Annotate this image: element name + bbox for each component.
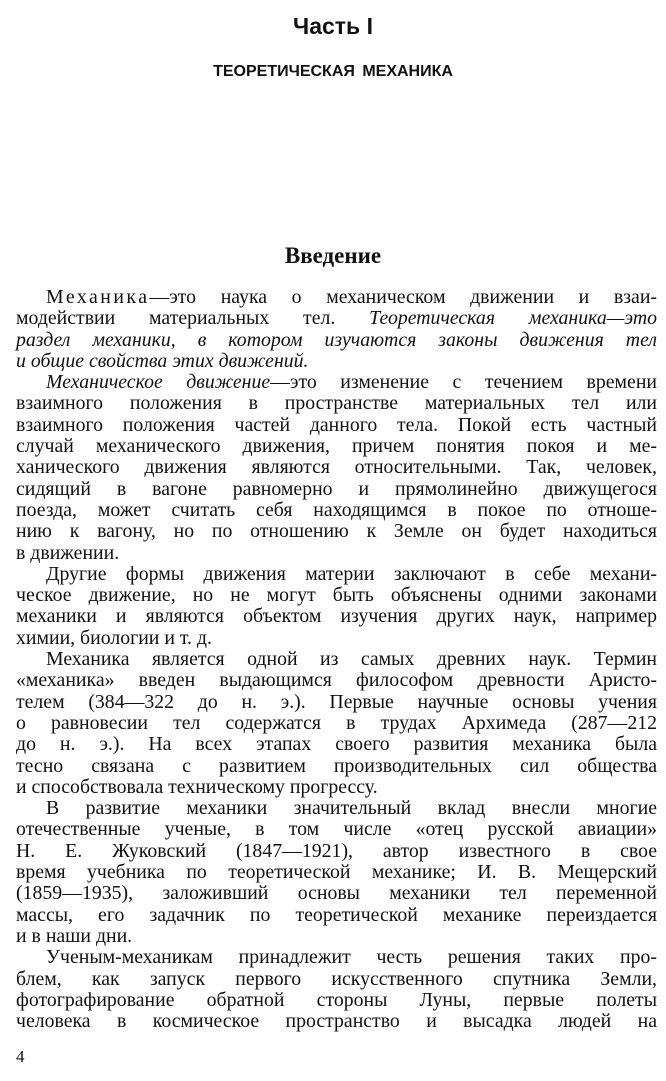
text-line: поезда, может считать себя находящимся в покое по отноше- [16,498,657,521]
body-text [16,287,657,1032]
text-line: механики и являются объектом изучения других наук, например [16,605,657,628]
text-line: взаимного положения в пространстве материальных тел или [16,392,657,415]
text-line: Другие формы движения материи заключают в себе механи- [46,562,657,585]
text-line: о равновесии тел содержатся в трудах Архимеда (287—212 [16,711,657,734]
term-emphasis: Механика [46,286,150,308]
text-line: химии, биологии и т. д. [16,626,212,649]
text-line: отечественные ученые, в том числе «отец русской авиации» [16,818,657,841]
text-line: взаимного положения частей данного тела. Покой есть частный [16,413,657,436]
text-line: (1859—1935), заложивший основы механики тел переменной [16,882,657,905]
text-line: фотографирование обратной стороны Луны, первые полеты [16,988,657,1011]
italic-fragment: Механическое движение [46,371,271,394]
text-line: «механика» введен выдающимся философом древности Аристо- [16,669,657,692]
part-title: Часть I [293,13,373,39]
text-line: и в наши дни. [16,924,133,947]
text-fragment: —это наука о механическом движении и взаи- [149,286,657,308]
text-fragment: —это изменение с течением времени [270,371,657,394]
text-line: раздел механики, в котором изучаются законы движения тел [16,328,657,351]
text-line: нию к вагону, но по отношению к Земле он будет находиться [16,520,657,543]
text-line: до н. э.). На всех этапах своего развития механика была [16,733,657,756]
text-line: ханического движения являются относительными. Так, человек, [16,456,657,479]
text-line: в движении. [16,541,120,564]
text-fragment: модействии материальных тел. [16,307,370,330]
text-line: массы, его задачник по теоретической механике переиздается [16,903,657,926]
text-line: блем, как запуск первого искусственного спутника Земли, [16,967,657,990]
text-line: Механика является одной из самых древних наук. Термин [46,648,657,671]
italic-fragment: Теоретическая механика—это [369,307,657,330]
text-line: время учебника по теоретической механике; И. В. Мещерский [16,861,657,884]
page-number: 4 [16,1047,25,1066]
text-line: сидящий в вагоне равномерно и прямолинейно движущегося [16,477,657,500]
text-line [16,287,657,308]
text-line: Ученым-механикам принадлежит честь решения таких про- [46,946,657,969]
text-line: случай механического движения, причем понятия покоя и ме- [16,435,657,458]
text-line: Н. Е. Жуковский (1847—1921), автор известного в свое [16,839,657,862]
text-line: и способствовала техническому прогрессу. [16,775,378,798]
section-title: Введение [284,243,382,268]
text-line [16,372,657,393]
text-line: В развитие механики значительный вклад внесли многие [46,797,657,820]
text-line: тесно связана с развитием производительных сил общества [16,754,657,777]
part-subtitle: ТЕОРЕТИЧЕСКАЯ МЕХАНИКА [213,63,453,80]
text-line [16,308,657,329]
text-line: ческое движение, но не могут быть объяснены одними законами [16,584,657,607]
text-line: телем (384—322 до н. э.). Первые научные основы учения [16,690,657,713]
text-line: и общие свойства этих движений. [16,349,309,372]
text-line: человека в космическое пространство и высадка людей на [16,1010,657,1033]
